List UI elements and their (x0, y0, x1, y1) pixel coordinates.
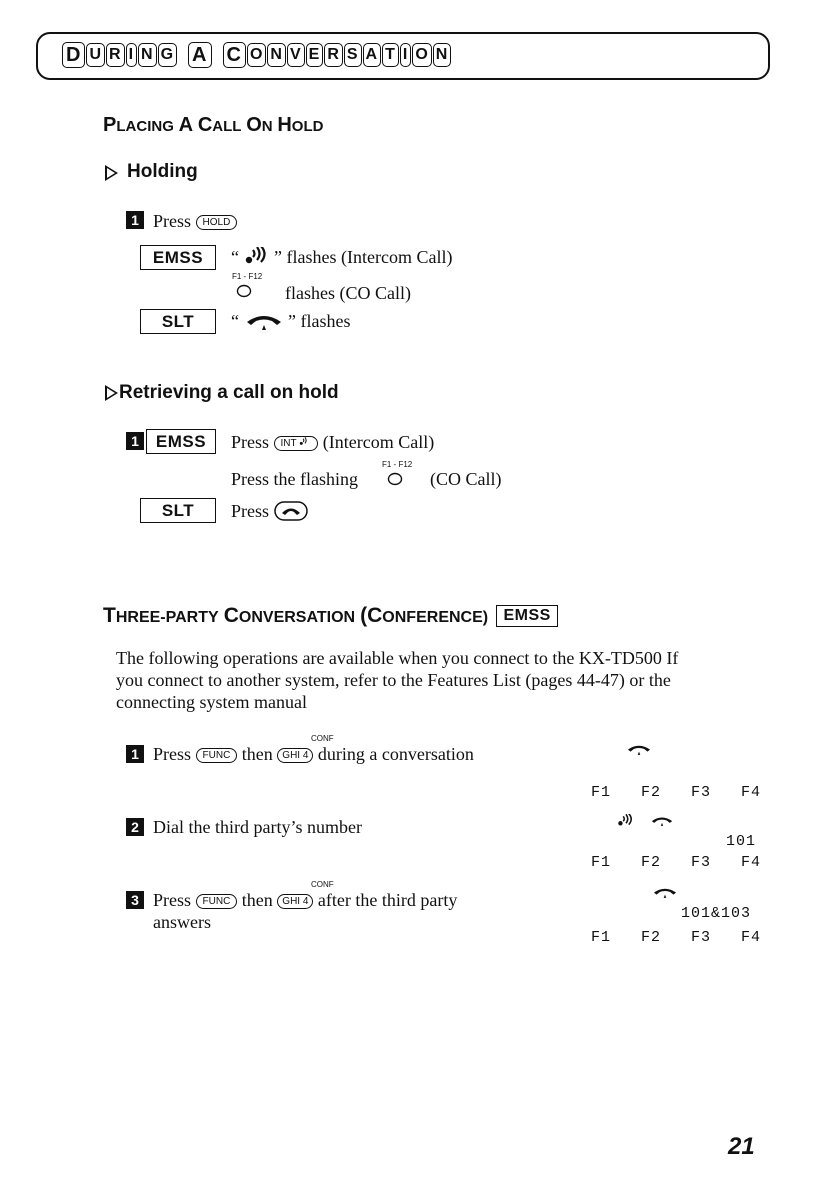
intercom-flash-text: flashes (Intercom Call) (286, 247, 453, 267)
quote-open: “ (231, 311, 239, 331)
lcd-number-3: 101&103 (681, 905, 752, 922)
quote-close: ” (288, 311, 296, 331)
title-letter: A (363, 43, 382, 67)
lcd-fkey: F1 (591, 854, 612, 871)
slt-flash-line (231, 310, 350, 332)
lcd-fkey: F4 (740, 854, 761, 871)
hold-key: HOLD (196, 215, 238, 230)
heading-word: A (178, 114, 194, 136)
conference-step-2-text: Dial the third party’s number (153, 817, 362, 837)
fkey-range-label: F1 - F12 (382, 460, 413, 469)
lcd-fkey: F4 (740, 929, 761, 946)
title-word (223, 42, 453, 68)
section-title-hold (103, 114, 323, 137)
title-letter: R (106, 43, 125, 67)
lcd-fkey: F3 (690, 854, 711, 871)
func-key: FUNC (196, 894, 238, 909)
co-call-text: (CO Call) (430, 469, 502, 489)
lcd-fkeys-3 (591, 929, 761, 946)
press-text: Press (153, 744, 192, 764)
press-text: Press (153, 211, 192, 231)
lcd-fkeys-1 (591, 784, 761, 801)
intercom-flash-line (231, 246, 452, 268)
conference-step-1-text (153, 743, 474, 765)
intercom-call-icon (244, 247, 270, 265)
title-letter: N (138, 43, 157, 67)
title-word (62, 42, 178, 68)
title-letter: S (344, 43, 362, 67)
key-4: GHI 4 (277, 894, 313, 909)
slt-tag: SLT (140, 498, 216, 523)
page-number: 21 (728, 1133, 755, 1160)
lcd-fkey: F1 (591, 784, 612, 801)
title-letter: T (382, 43, 399, 67)
quote-open: “ (231, 247, 239, 267)
step-number: 2 (126, 818, 144, 836)
intro-line: you connect to another system, refer to the Features List (pages 44-47) or the (116, 670, 671, 690)
press-text: Press (153, 890, 192, 910)
intro-line: connecting system manual (116, 692, 307, 712)
step-number: 1 (126, 745, 144, 763)
intercom-key-label: INT (280, 438, 297, 449)
title-letter: R (324, 43, 343, 67)
quote-close: ” (274, 247, 282, 267)
co-flash-text: flashes (CO Call) (285, 283, 411, 303)
co-line-key-icon (236, 284, 252, 298)
step-number: 3 (126, 891, 144, 909)
heading-word: (CONFERENCE) (360, 604, 489, 627)
step-number: 1 (126, 211, 144, 229)
step-rest-text: after the third party (317, 890, 458, 910)
title-letter: N (267, 43, 286, 67)
intercom-key (274, 436, 319, 451)
func-key: FUNC (196, 748, 238, 763)
lcd-fkey: F2 (640, 854, 661, 871)
lcd-fkeys-2 (591, 854, 761, 871)
lcd-fkey: F2 (640, 929, 661, 946)
step-rest-text: during a conversation (317, 744, 474, 764)
title-word (188, 42, 212, 68)
handset-hold-icon (244, 312, 284, 330)
heading-word: THREE-PARTY (103, 604, 219, 627)
title-letter: I (400, 43, 411, 67)
title-letter: I (126, 43, 137, 67)
title-letter: A (188, 42, 211, 68)
holding-label: Holding (127, 161, 198, 182)
intercom-call-text: (Intercom Call) (322, 432, 435, 452)
heading-word: ON (246, 114, 273, 136)
key-4: GHI 4 (277, 748, 313, 763)
handset-icon (626, 742, 652, 756)
then-text: then (241, 744, 273, 764)
title-letter: D (62, 42, 85, 68)
heading-word: HOLD (277, 114, 324, 136)
press-flashing-text: Press the flashing (231, 469, 358, 489)
page-title (62, 40, 452, 70)
lcd-fkey: F3 (690, 929, 711, 946)
fkey-range-label: F1 - F12 (232, 272, 263, 281)
co-line-key-icon (387, 472, 403, 486)
title-letter: E (306, 43, 324, 67)
heading-word: CONVERSATION (223, 604, 356, 627)
conference-step-3-text (153, 889, 457, 911)
emss-tag: EMSS (140, 245, 216, 270)
intro-line: The following operations are available when you connect to the KX-TD500 If (116, 648, 679, 668)
triangle-bullet-icon (105, 385, 118, 401)
triangle-bullet-icon (105, 165, 118, 181)
title-letter: C (223, 42, 246, 68)
emss-tag: EMSS (496, 605, 558, 627)
lcd-fkey: F3 (690, 784, 711, 801)
title-letter: O (412, 43, 431, 67)
press-text: Press (231, 432, 270, 452)
title-letter: G (158, 43, 177, 67)
intercom-call-icon (617, 814, 635, 827)
conference-intro (116, 647, 678, 713)
title-letter: O (247, 43, 266, 67)
heading-word: CALL (197, 114, 242, 136)
title-letter: N (433, 43, 452, 67)
emss-tag: EMSS (146, 429, 216, 454)
step-number: 1 (126, 432, 144, 450)
lcd-fkey: F2 (640, 784, 661, 801)
title-letter: V (287, 43, 305, 67)
hold-step-text (153, 210, 237, 232)
handset-icon (652, 885, 678, 899)
conference-title-row (103, 604, 558, 628)
lcd-fkey: F4 (740, 784, 761, 801)
intercom-call-icon (299, 437, 311, 446)
handset-icon (650, 814, 674, 827)
slt-tag: SLT (140, 309, 216, 334)
conf-label: CONF (311, 734, 334, 743)
lcd-fkey: F1 (591, 929, 612, 946)
slt-flash-text: flashes (300, 311, 351, 331)
conf-label: CONF (311, 880, 334, 889)
retrieving-label: Retrieving a call on hold (119, 382, 339, 403)
retrieve-intercom-line (231, 431, 434, 453)
conference-step-3-text-2: answers (153, 912, 211, 932)
press-text: Press (231, 501, 270, 521)
retrieve-slt-line (231, 500, 308, 522)
then-text: then (241, 890, 273, 910)
section-title-conference (103, 604, 488, 628)
hold-retrieve-key-icon (274, 501, 308, 521)
lcd-number-2: 101 (726, 833, 757, 850)
title-letter: U (86, 43, 105, 67)
heading-word: PLACING (103, 114, 174, 136)
